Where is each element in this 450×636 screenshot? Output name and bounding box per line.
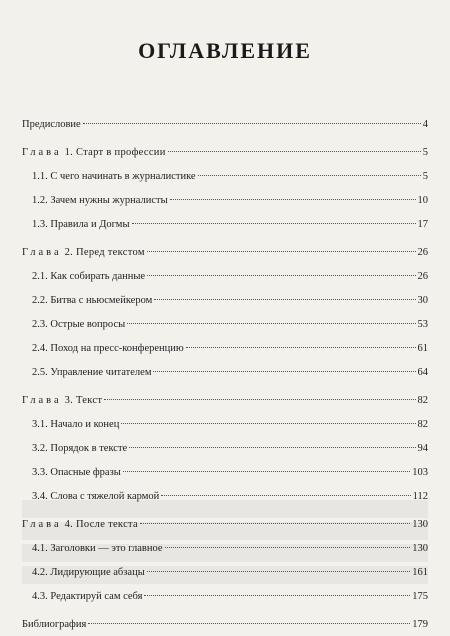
chapter-name: 3. Текст [61,395,103,406]
chapter-word: Глава [22,247,62,258]
dot-leader [165,547,411,548]
dot-leader [147,251,416,252]
toc-page-number: 94 [417,443,428,454]
toc-section [22,443,428,460]
section-title: 3.2. Порядок в тексте [32,443,128,454]
dot-leader [170,199,416,200]
dot-leader [147,571,410,572]
chapter-name: 1. Старт в профессии [61,147,166,158]
page-title: ОГЛАВЛЕНИЕ [138,38,312,63]
toc-section [22,319,428,336]
toc-entry-bibliography [22,619,428,636]
chapter-name: 4. После текста [61,519,139,530]
chapter-title [22,247,145,258]
toc-page-number: 10 [417,195,428,206]
toc-page-number: 82 [417,419,428,430]
dot-leader [88,623,410,624]
toc-page-number: 26 [417,271,428,282]
dot-leader [168,151,421,152]
dot-leader [121,423,415,424]
toc-section [22,295,428,312]
toc-page-number: 5 [422,171,428,182]
toc-page-number: 175 [412,591,428,602]
chapter-title [22,519,138,530]
toc-section [22,591,428,608]
toc-page-number: 103 [412,467,428,478]
toc-section [22,195,428,212]
toc-page-number: 179 [412,619,428,630]
section-title: 3.4. Слова с тяжелой кармой [32,491,160,502]
chapter-word: Глава [22,395,62,406]
toc-section [22,491,428,508]
chapter-title [22,147,166,158]
chapter-name: 2. Перед текстом [61,247,145,258]
section-title: 2.3. Острые вопросы [32,319,126,330]
section-title: 3.3. Опасные фразы [32,467,121,478]
toc-page-number: 82 [417,395,428,406]
toc-page-number: 17 [417,219,428,230]
toc-section [22,367,428,384]
toc-section [22,219,428,236]
toc-page-number: 5 [422,147,428,158]
section-title: 1.3. Правила и Догмы [32,219,130,230]
dot-leader [129,447,415,448]
dot-leader [104,399,415,400]
dot-leader [154,299,415,300]
toc-section [22,567,428,584]
toc-chapter-3 [22,395,428,412]
dot-leader [123,471,410,472]
section-title: 2.4. Поход на пресс-конференцию [32,343,184,354]
section-title: 4.2. Лидирующие абзацы [32,567,145,578]
chapter-word: Глава [22,519,62,530]
dot-leader [161,495,410,496]
section-title: 2.2. Битва с ньюсмейкером [32,295,153,306]
section-title: 2.1. Как собирать данные [32,271,146,282]
dot-leader [127,323,415,324]
section-title: 3.1. Начало и конец [32,419,120,430]
toc-entry-title: Предисловие [22,119,81,130]
toc-section [22,467,428,484]
section-title: 1.2. Зачем нужны журналисты [32,195,168,206]
toc-page-number: 130 [412,519,428,530]
dot-leader [147,275,415,276]
toc-chapter-1 [22,147,428,164]
section-title: 1.1. С чего начинать в журналистике [32,171,196,182]
toc-section [22,343,428,360]
dot-leader [83,123,421,124]
toc-section [22,419,428,436]
dot-leader [153,371,415,372]
toc-page-number: 61 [417,343,428,354]
dot-leader [186,347,416,348]
chapter-word: Глава [22,147,62,158]
toc-page-number: 112 [412,491,428,502]
chapter-title [22,395,102,406]
section-title: 4.1. Заголовки — это главное [32,543,163,554]
toc-chapter-2 [22,247,428,264]
toc-chapter-4 [22,519,428,536]
toc-section [22,543,428,560]
toc-page-number: 30 [417,295,428,306]
section-title: 4.3. Редактируй сам себя [32,591,143,602]
table-of-contents [22,119,428,636]
toc-section [22,271,428,288]
toc-entry-foreword [22,119,428,136]
dot-leader [198,175,421,176]
toc-section [22,171,428,188]
toc-page-number: 26 [417,247,428,258]
toc-page-number: 4 [422,119,428,130]
toc-page-number: 53 [417,319,428,330]
toc-page-number: 130 [412,543,428,554]
dot-leader [132,223,416,224]
toc-page-number: 64 [417,367,428,378]
toc-entry-title: Библиография [22,619,87,630]
section-title: 2.5. Управление читателем [32,367,152,378]
dot-leader [140,523,410,524]
toc-page-number: 161 [412,567,428,578]
